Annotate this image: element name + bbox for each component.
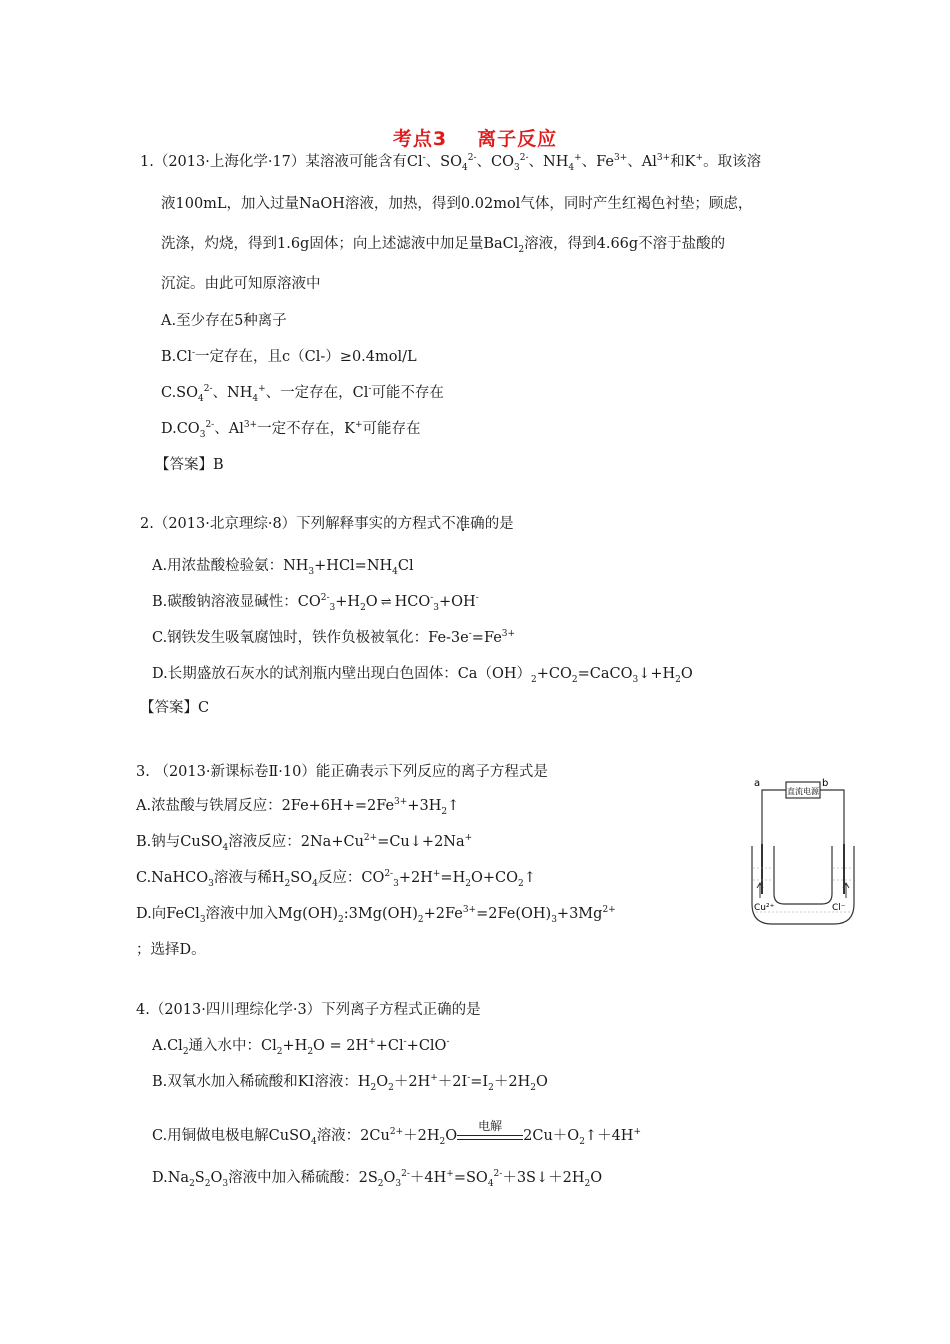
q2-option-c: C.钢铁发生吸氧腐蚀时，铁作负极被氧化：$Fe-3e^-=Fe^{3+}$ xyxy=(152,629,516,646)
equilibrium-arrow-icon: ⇌ xyxy=(380,595,392,610)
terminal-b-label: b xyxy=(822,778,829,789)
q1-option-a: A.至少存在5种离子 xyxy=(161,313,287,329)
dc-power-label: 直流电源 xyxy=(787,787,819,796)
q2-answer: 【答案】C xyxy=(140,700,210,716)
q4-option-a: $A.Cl_2$通入水中：$Cl_2+H_2O = 2H^++Cl^-+ClO^-$ xyxy=(152,1037,450,1057)
q3-option-d: D.向FeCl$_3$溶液中加入$Mg(OH)_2:3Mg(OH)_2+2Fe^{3+}=2Fe(OH)_3+3Mg^{2+}$ xyxy=(136,905,616,925)
terminal-a-label: a xyxy=(754,778,761,789)
q1-stem-line4: 沉淀。由此可知原溶液中 xyxy=(161,276,321,292)
u-tube-inner xyxy=(774,846,832,904)
q1-stem-line3: 洗涤，灼烧，得到1.6g固体；向上述滤液中加足量BaCl$_2$溶液，得到4.66g不溶于盐酸的 xyxy=(161,236,726,255)
q3-tail: ；选择D。 xyxy=(136,942,206,958)
q4-option-c: C.用铜做电极电解CuSO$_4$溶液：$2Cu^{2+}+2H_2O$ 电解 $2Cu+O_2↑+4H^+$ xyxy=(152,1118,641,1147)
q4-option-b: B.双氧水加入稀硫酸和KI溶液：$H_2O_2+2H^++2I^-=I_2+2H_2O$ xyxy=(152,1073,548,1093)
q3-option-a: A.浓盐酸与铁屑反应：$2Fe+6H+=2Fe^{3+}+3H_2↑$ xyxy=(136,797,460,817)
ion-right-label: Cl⁻ xyxy=(832,903,846,913)
q2-option-b: B.碳酸钠溶液显碱性：$CO^{2-}_3+H_2O$ ⇌ $HCO^-_3+OH^-$ xyxy=(152,593,479,613)
ion-left-label: Cu²⁺ xyxy=(754,903,775,913)
q1-stem-line1: 1.（2013·上海化学·17）某溶液可能含有Cl-、$SO_4^{2-}$、$CO_3^{2-}$、$NH_4^+$、$Fe^{3+}$、$Al^{3+}$和K+。取该溶 xyxy=(140,153,762,173)
q2-option-d: D.长期盛放石灰水的试剂瓶内壁出现白色固体：$Ca(OH)_2+CO_2=CaCO_3↓+H_2O$ xyxy=(152,666,693,685)
q4-stem: 4.（2013·四川理综化学·3）下列离子方程式正确的是 xyxy=(136,1002,481,1018)
q2-stem: 2.（2013·北京理综·8）下列解释事实的方程式不准确的是 xyxy=(140,516,514,532)
q1-stem-line2: 液100mL，加入过量NaOH溶液，加热，得到0.02mol气体，同时产生红褐色衬垫；顾虑， xyxy=(161,196,753,212)
q1-option-c: $C.SO_4^{2-}$、$NH_4^+$、一定存在，Cl-可能不存在 xyxy=(161,384,444,404)
q3-option-b: B.钠与CuSO$_4$溶液反应：$2Na+Cu^{2+}=Cu↓+2Na^+$ xyxy=(136,833,473,853)
q3-stem: 3. （2013·新课标卷Ⅱ·10）能正确表示下列反应的离子方程式是 xyxy=(136,764,548,780)
q1-option-d: $D.CO_3^{2-}$、$Al^{3+}$一定不存在，K+可能存在 xyxy=(161,420,421,440)
electrolysis-condition: 电解 xyxy=(457,1133,523,1140)
u-tube-electrolysis-diagram xyxy=(748,776,858,926)
q1-answer: 【答案】B xyxy=(155,457,224,473)
page-title: 考点3 离子反应 xyxy=(392,128,558,150)
q3-option-c: C.NaHCO$_3$溶液与稀$H_2SO_4$反应：$CO^{2-}_3+2H^+=H_2O+CO_2↑$ xyxy=(136,869,536,889)
q1-option-b: B.Cl-一定存在，且c（Cl-）≥0.4mol/L xyxy=(161,348,417,365)
q2-option-a: A.用浓盐酸检验氨：$NH_3+HCl=NH_4Cl$ xyxy=(152,558,414,577)
q4-option-d: $D.Na_2S_2O_3$溶液中加入稀硫酸：$2S_2O_3^{2-}+4H^+=SO_4^{2-}+3S↓+2H_2O$ xyxy=(152,1169,603,1189)
